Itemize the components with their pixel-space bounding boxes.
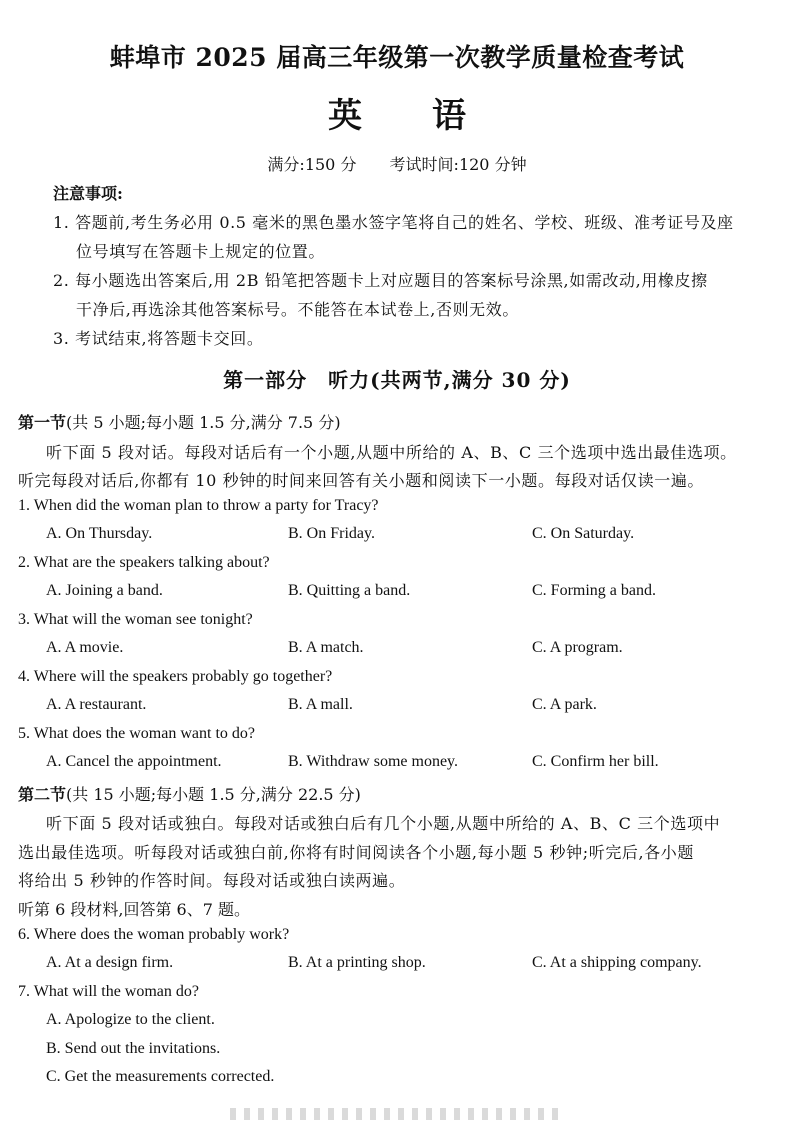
question-4-option-c: C. A park. — [532, 696, 597, 713]
section-one-para-line-1: 听下面 5 段对话。每段对话后有一个小题,从题中所给的 A、B、C 三个选项中选出最佳选项。 — [46, 443, 737, 462]
subject-title: 英语 — [328, 96, 536, 136]
section-one-heading — [18, 410, 341, 433]
part-one-title: 第一部分 听力(共两节,满分 30 分) — [223, 368, 571, 392]
section-one-para-line-2: 听完每段对话后,你都有 10 秒钟的时间来回答有关小题和阅读下一小题。每段对话仅读一遍。 — [18, 471, 705, 490]
question-7-stem: 7. What will the woman do? — [18, 983, 199, 1000]
notice-item-1-line-1: 1. 答题前,考生务必用 0.5 毫米的黑色墨水签字笔将自己的姓名、学校、班级、准考证号及座 — [53, 213, 734, 232]
material-6-note: 听第 6 段材料,回答第 6、7 题。 — [18, 900, 250, 919]
question-1-option-a: A. On Thursday. — [46, 525, 153, 542]
section-two-heading — [18, 782, 361, 805]
question-6-option-c: C. At a shipping company. — [532, 954, 702, 971]
question-3-option-b: B. A match. — [288, 639, 364, 656]
notice-item-3: 3. 考试结束,将答题卡交回。 — [53, 329, 264, 348]
question-6-option-b: B. At a printing shop. — [288, 954, 426, 971]
cropped-footer-text — [230, 1108, 560, 1120]
notice-heading: 注意事项: — [53, 184, 123, 203]
question-2-option-a: A. Joining a band. — [46, 582, 163, 599]
question-3-option-a: A. A movie. — [46, 639, 124, 656]
section-one-label: 第一节 — [18, 413, 67, 432]
exam-time: 考试时间:120 分钟 — [389, 155, 527, 174]
question-2-option-b: B. Quitting a band. — [288, 582, 411, 599]
section-two-info: (共 15 小题;每小题 1.5 分,满分 22.5 分) — [66, 785, 361, 804]
section-two-label: 第二节 — [18, 785, 67, 804]
question-2-option-c: C. Forming a band. — [532, 582, 656, 599]
section-one-info: (共 5 小题;每小题 1.5 分,满分 7.5 分) — [66, 413, 341, 432]
question-4-option-b: B. A mall. — [288, 696, 353, 713]
question-1-option-c: C. On Saturday. — [532, 525, 635, 542]
exam-title: 蚌埠市 2025 届高三年级第一次教学质量检查考试 — [109, 43, 685, 72]
question-2-stem: 2. What are the speakers talking about? — [18, 554, 270, 571]
full-score: 满分:150 分 — [267, 155, 357, 174]
question-1-stem: 1. When did the woman plan to throw a party for Tracy? — [18, 497, 379, 514]
section-two-para-line-2: 选出最佳选项。听每段对话或独白前,你将有时间阅读各个小题,每小题 5 秒钟;听完后,各小题 — [18, 843, 695, 862]
question-3-option-c: C. A program. — [532, 639, 623, 656]
section-two-para-line-1: 听下面 5 段对话或独白。每段对话或独白后有几个小题,从题中所给的 A、B、C 三个选项中 — [46, 814, 721, 833]
question-7-option-c: C. Get the measurements corrected. — [46, 1068, 275, 1085]
notice-item-2-line-2: 干净后,再选涂其他答案标号。不能答在本试卷上,否则无效。 — [76, 300, 519, 319]
notice-item-2-line-1: 2. 每小题选出答案后,用 2B 铅笔把答题卡上对应题目的答案标号涂黑,如需改动,用橡皮擦 — [53, 271, 708, 290]
question-7-option-a: A. Apologize to the client. — [46, 1011, 215, 1028]
question-4-option-a: A. A restaurant. — [46, 696, 147, 713]
question-1-option-b: B. On Friday. — [288, 525, 375, 542]
question-5-option-c: C. Confirm her bill. — [532, 753, 659, 770]
question-5-option-b: B. Withdraw some money. — [288, 753, 458, 770]
notice-item-1-line-2: 位号填写在答题卡上规定的位置。 — [76, 242, 326, 261]
question-6-stem: 6. Where does the woman probably work? — [18, 926, 290, 943]
question-4-stem: 4. Where will the speakers probably go together? — [18, 668, 333, 685]
question-5-stem: 5. What does the woman want to do? — [18, 725, 255, 742]
score-time-line — [0, 152, 794, 175]
question-3-stem: 3. What will the woman see tonight? — [18, 611, 253, 628]
section-two-para-line-3: 将给出 5 秒钟的作答时间。每段对话或独白读两遍。 — [18, 871, 406, 890]
question-6-option-a: A. At a design firm. — [46, 954, 174, 971]
question-7-option-b: B. Send out the invitations. — [46, 1040, 221, 1057]
question-5-option-a: A. Cancel the appointment. — [46, 753, 222, 770]
